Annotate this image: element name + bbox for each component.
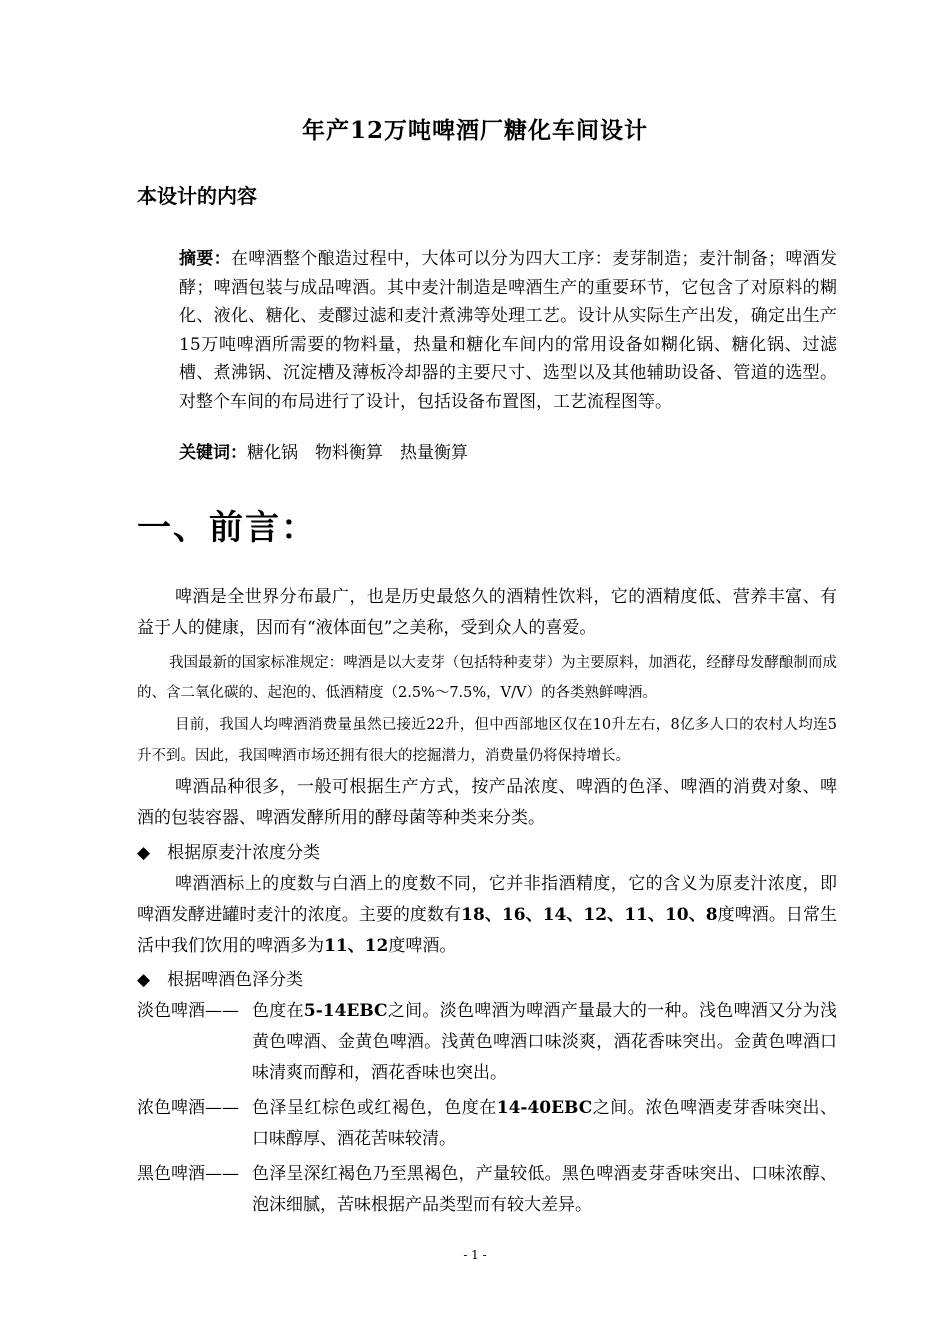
keywords-label: 关键词： <box>179 443 247 463</box>
light-beer-item <box>137 996 837 1089</box>
preface-paragraph-4: 啤酒品种很多，一般可根据生产方式，按产品浓度、啤酒的色泽、啤酒的消费对象、啤酒的包装容器、啤酒发酵所用的酵母菌等种类来分类。 <box>137 777 837 828</box>
section-heading-preface: 一、前言： <box>137 508 317 548</box>
document-title: 年产12万吨啤酒厂糖化车间设计 <box>301 117 648 144</box>
keywords-text: 糖化锅 物料衡算 热量衡算 <box>247 443 468 463</box>
design-content-heading: 本设计的内容 <box>137 184 257 208</box>
black-beer-item <box>137 1159 837 1221</box>
bullet-wort-concentration: ◆ 根据原麦汁浓度分类 <box>137 843 321 863</box>
black-beer-description: 色泽呈深红褐色乃至黑褐色，产量较低。黑色啤酒麦芽香味突出、口味浓醇、泡沫细腻，苦味根据产品类型而有较大差异。 <box>252 1164 837 1215</box>
black-beer-name: 黑色啤酒—— <box>137 1164 239 1184</box>
page-number: - 1 - <box>463 1248 487 1262</box>
dark-beer-description: 色泽呈红棕色或红褐色，色度在14-40EBC之间。浓色啤酒麦芽香味突出、口味醇厚、酒花苦味较清。 <box>252 1098 838 1149</box>
wort-concentration-paragraph: 啤酒酒标上的度数与白酒上的度数不同，它并非指酒精度，它的含义为原麦汁浓度，即啤酒发酵进罐时麦汁的浓度。主要的度数有18、16、14、12、11、10、8度啤酒。日常生活中我们饮用的啤酒多为11、12度啤酒。 <box>137 874 838 956</box>
light-beer-name: 淡色啤酒—— <box>137 1001 239 1021</box>
light-beer-description: 色度在5-14EBC之间。淡色啤酒为啤酒产量最大的一种。浅色啤酒又分为浅黄色啤酒、金黄色啤酒。浅黄色啤酒口味淡爽，酒花香味突出。金黄色啤酒口味清爽而醇和，酒花香味也突出。 <box>252 1001 838 1083</box>
degree-list: 18、16、14、12、11、10、8 <box>461 905 718 925</box>
abstract-text: 在啤酒整个酿造过程中，大体可以分为四大工序：麦芽制造；麦汁制备；啤酒发酵；啤酒包装与成品啤酒。其中麦汁制造是啤酒生产的重要环节，它包含了对原料的糊化、液化、糖化、麦醪过滤和麦汁煮沸等处理工艺。设计从实际生产出发，确定出生产15万吨啤酒所需要的物料量，热量和糖化车间内的常用设备如糊化锅、糖化锅、过滤槽、煮沸锅、沉淀槽及薄板冷却器的主要尺寸、选型以及其他辅助设备、管道的选型。对整个车间的布局进行了设计，包括设备布置图，工艺流程图等。 <box>179 249 838 412</box>
preface-paragraph-2: 我国最新的国家标准规定：啤酒是以大麦芽（包括特种麦芽）为主要原料，加酒花，经酵母发酵酿制而成的、含二氧化碳的、起泡的、低酒精度（2.5%～7.5%，V/V）的各类熟鲜啤酒。 <box>137 655 837 701</box>
preface-paragraph-1: 啤酒是全世界分布最广，也是历史最悠久的酒精性饮料，它的酒精度低、营养丰富、有益于人的健康，因而有“液体面包”之美称，受到众人的喜爱。 <box>137 587 837 638</box>
common-degrees: 11、12 <box>324 936 389 956</box>
dark-beer-name: 浓色啤酒—— <box>137 1098 239 1118</box>
dark-beer-item <box>137 1093 837 1155</box>
abstract-paragraph <box>137 245 837 416</box>
abstract-label: 摘要： <box>179 249 231 269</box>
bullet-beer-color: ◆ 根据啤酒色泽分类 <box>137 970 304 990</box>
keywords-line <box>179 438 468 463</box>
preface-paragraph-3: 目前，我国人均啤酒消费量虽然已接近22升，但中西部地区仅在10升左右，8亿多人口的农村人均连5升不到。因此，我国啤酒市场还拥有很大的挖掘潜力，消费量仍将保持增长。 <box>137 717 837 764</box>
